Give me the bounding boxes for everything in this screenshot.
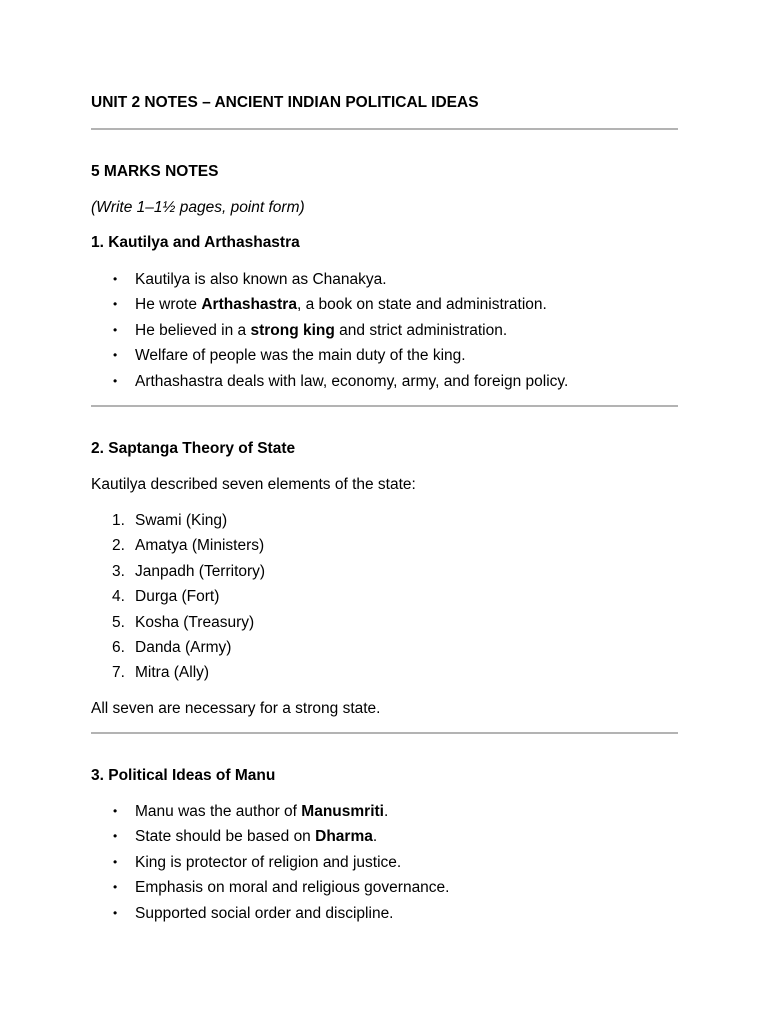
bullet-icon: • bbox=[113, 297, 118, 312]
bullet-icon: • bbox=[113, 829, 118, 844]
list-item: • Emphasis on moral and religious governance. bbox=[91, 875, 449, 900]
list-item: 6. Danda (Army) bbox=[112, 638, 232, 656]
list-item: • He believed in a strong king and strict administration. bbox=[91, 318, 568, 343]
section-3-bullet-list bbox=[91, 799, 449, 926]
divider bbox=[91, 405, 678, 407]
list-item: • Arthashastra deals with law, economy, army, and foreign policy. bbox=[91, 369, 568, 394]
section-1-heading: 1. Kautilya and Arthashastra bbox=[91, 234, 300, 251]
list-item: 1. Swami (King) bbox=[112, 512, 228, 529]
section-2-intro: Kautilya described seven elements of the state: bbox=[91, 476, 416, 493]
list-item: 5. Kosha (Treasury) bbox=[112, 613, 255, 631]
list-item: • Welfare of people was the main duty of the king. bbox=[91, 343, 568, 368]
list-item: • He wrote Arthashastra, a book on state and administration. bbox=[91, 292, 568, 317]
section-1-bullet-list bbox=[91, 267, 568, 394]
bullet-icon: • bbox=[113, 905, 118, 920]
bullet-icon: • bbox=[113, 272, 118, 286]
bullet-icon: • bbox=[113, 373, 118, 388]
bullet-icon: • bbox=[113, 804, 118, 818]
bullet-icon: • bbox=[113, 880, 118, 895]
list-item: 3. Janpadh (Territory) bbox=[112, 562, 266, 580]
list-item: 4. Durga (Fort) bbox=[112, 588, 220, 606]
page-title: UNIT 2 NOTES – ANCIENT INDIAN POLITICAL IDEAS bbox=[91, 94, 479, 111]
list-item: • Kautilya is also known as Chanakya. bbox=[91, 267, 568, 292]
section-2-numbered-list bbox=[91, 508, 265, 686]
section-3-heading: 3. Political Ideas of Manu bbox=[91, 767, 276, 784]
section-2-heading: 2. Saptanga Theory of State bbox=[91, 440, 296, 457]
list-item: • State should be based on Dharma. bbox=[91, 824, 449, 849]
list-item: • Manu was the author of Manusmriti. bbox=[91, 799, 449, 824]
bullet-icon: • bbox=[113, 322, 118, 337]
list-item: • King is protector of religion and justice. bbox=[91, 850, 449, 875]
marks-heading: 5 MARKS NOTES bbox=[91, 163, 219, 180]
list-item: • Supported social order and discipline. bbox=[91, 901, 449, 926]
divider bbox=[91, 128, 678, 130]
write-note: (Write 1–1½ pages, point form) bbox=[91, 199, 305, 216]
section-2-conclusion: All seven are necessary for a strong state. bbox=[91, 700, 381, 717]
divider bbox=[91, 732, 678, 734]
list-item: 2. Amatya (Ministers) bbox=[112, 537, 265, 555]
bullet-icon: • bbox=[113, 854, 118, 869]
list-item: 7. Mitra (Ally) bbox=[112, 664, 210, 682]
bullet-icon: • bbox=[113, 348, 118, 363]
